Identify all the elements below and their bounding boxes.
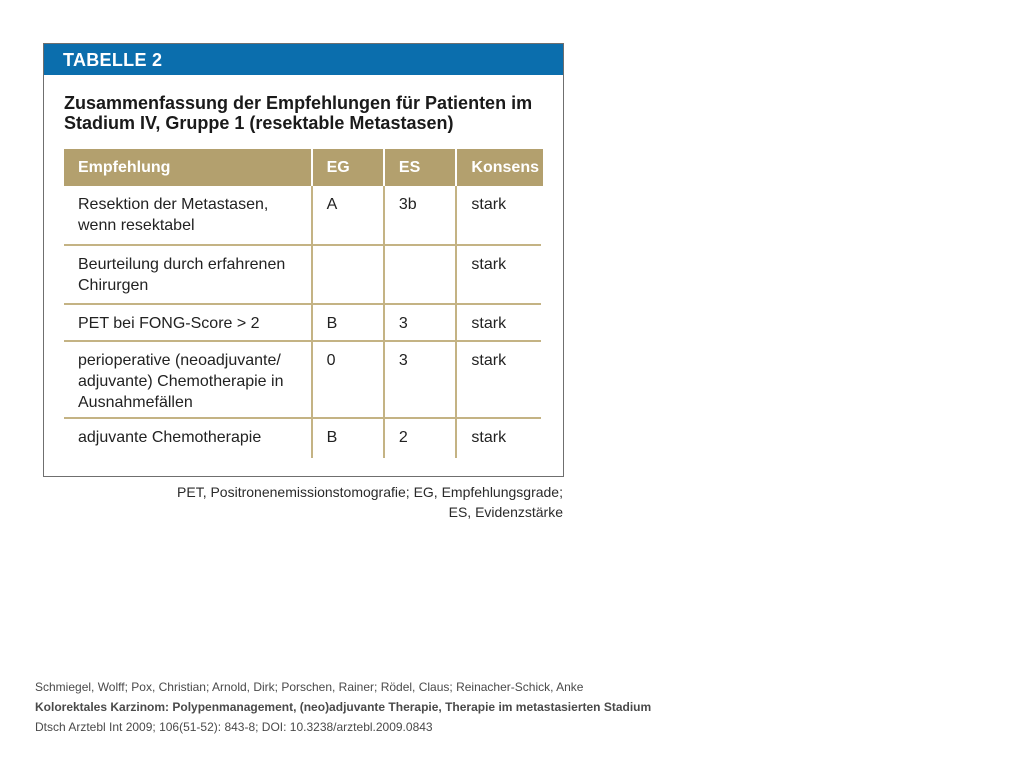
cell-line: Resektion der Metastasen, (78, 196, 269, 213)
cell-empfehlung (64, 418, 312, 458)
cell-es: 3 (384, 304, 457, 341)
cell-line: Ausnahmefällen (78, 394, 193, 411)
column-header-konsens: Konsens (456, 149, 541, 186)
cell-konsens: stark (456, 245, 541, 304)
cell-line: Beurteilung durch erfahrenen (78, 256, 286, 273)
table-label: TABELLE 2 (44, 44, 563, 75)
cell-line: PET bei FONG-Score > 2 (78, 315, 260, 332)
cell-eg: B (312, 418, 384, 458)
citation (35, 677, 651, 737)
citation-title: Kolorektales Karzinom: Polypenmanagement, (neo)adjuvante Therapie, Therapie im metastasierten Stadium (35, 700, 652, 714)
footnote-line: PET, Positronenemissionstomografie; EG, Empfehlungsgrade; (177, 484, 563, 500)
table-row (64, 341, 541, 418)
cell-line: adjuvante) Chemotherapie in (78, 373, 284, 390)
table-heading-line: Stadium IV, Gruppe 1 (resektable Metastasen) (64, 113, 454, 133)
table-header-row (64, 149, 541, 186)
cell-eg: 0 (312, 341, 384, 418)
cell-es: 3 (384, 341, 457, 418)
cell-empfehlung (64, 186, 312, 245)
cell-es: 2 (384, 418, 457, 458)
table-row (64, 418, 541, 458)
cell-line: perioperative (neoadjuvante/ (78, 352, 281, 369)
footnote-line: ES, Evidenzstärke (448, 504, 563, 520)
cell-es (384, 245, 457, 304)
table-heading-line: Zusammenfassung der Empfehlungen für Patienten im (64, 93, 533, 113)
cell-empfehlung (64, 341, 312, 418)
table-heading (64, 93, 544, 133)
cell-eg: A (312, 186, 384, 245)
citation-source: Dtsch Arztebl Int 2009; 106(51-52): 843-8; DOI: 10.3238/arztebl.2009.0843 (35, 720, 433, 734)
cell-line: wenn resektabel (78, 217, 195, 234)
table-body (64, 186, 541, 458)
cell-konsens: stark (456, 418, 541, 458)
cell-konsens: stark (456, 341, 541, 418)
table-figure (43, 43, 564, 477)
column-header-eg: EG (312, 149, 384, 186)
column-header-es: ES (384, 149, 457, 186)
table-row (64, 186, 541, 245)
table-footnote (177, 482, 563, 522)
cell-konsens: stark (456, 186, 541, 245)
cell-line: adjuvante Chemotherapie (78, 429, 262, 446)
recommendation-table (64, 149, 543, 458)
cell-empfehlung (64, 304, 312, 341)
column-header-empfehlung: Empfehlung (64, 149, 312, 186)
cell-empfehlung (64, 245, 312, 304)
table-row (64, 245, 541, 304)
cell-eg (312, 245, 384, 304)
cell-line: Chirurgen (78, 277, 149, 294)
cell-konsens: stark (456, 304, 541, 341)
cell-eg: B (312, 304, 384, 341)
cell-es: 3b (384, 186, 457, 245)
citation-authors: Schmiegel, Wolff; Pox, Christian; Arnold, Dirk; Porschen, Rainer; Rödel, Claus; Reinacher-Schick, Anke (35, 680, 584, 694)
table-row (64, 304, 541, 341)
